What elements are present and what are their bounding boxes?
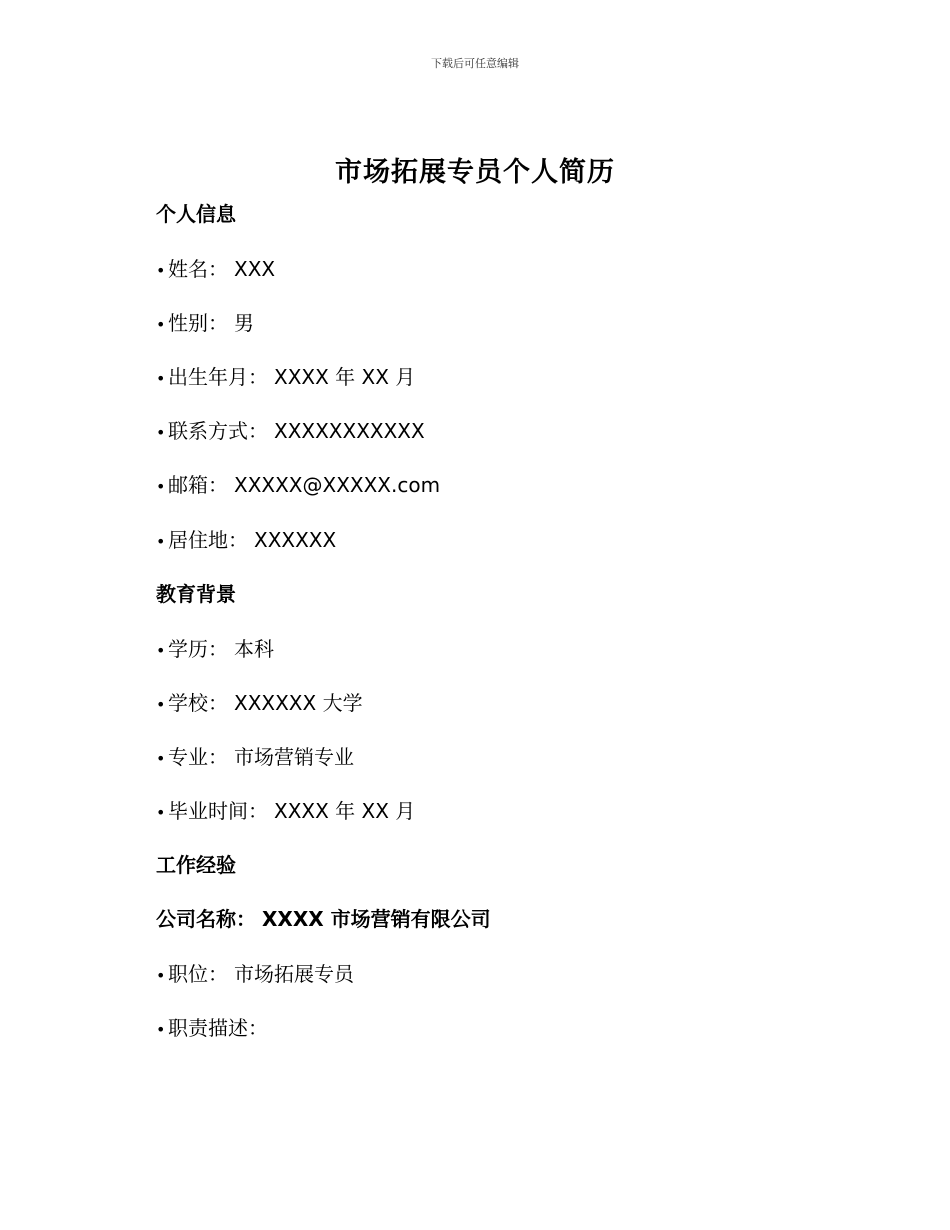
personal-item-gender: • 性别： 男 xyxy=(156,311,254,335)
personal-item-contact: • 联系方式： XXXXXXXXXXX xyxy=(156,419,425,443)
bullet-icon: • xyxy=(156,641,166,660)
company-name: 公司名称： XXXX 市场营销有限公司 xyxy=(156,907,491,931)
bullet-icon: • xyxy=(156,369,166,388)
work-item-position: • 职位： 市场拓展专员 xyxy=(156,962,354,986)
bullet-icon: • xyxy=(156,261,166,280)
bullet-icon: • xyxy=(156,477,166,496)
bullet-icon: • xyxy=(156,695,166,714)
bullet-icon: • xyxy=(156,803,166,822)
personal-item-residence: • 居住地： XXXXXX xyxy=(156,528,337,552)
bullet-icon: • xyxy=(156,315,166,334)
personal-item-birth: • 出生年月： XXXX 年 XX 月 xyxy=(156,365,416,389)
page-header-note: 下载后可任意编辑 xyxy=(431,57,519,70)
section-heading-work: 工作经验 xyxy=(156,853,236,877)
section-heading-personal: 个人信息 xyxy=(156,202,236,226)
personal-item-email: • 邮箱： XXXXX@XXXXX.com xyxy=(156,473,441,497)
education-item-degree: • 学历： 本科 xyxy=(156,637,274,661)
personal-item-name: • 姓名： XXX xyxy=(156,257,276,281)
bullet-icon: • xyxy=(156,749,166,768)
bullet-icon: • xyxy=(156,966,166,985)
education-item-major: • 专业： 市场营销专业 xyxy=(156,745,354,769)
education-item-school: • 学校： XXXXXX 大学 xyxy=(156,691,363,715)
education-item-graduation: • 毕业时间： XXXX 年 XX 月 xyxy=(156,799,416,823)
bullet-icon: • xyxy=(156,423,166,442)
resume-title: 市场拓展专员个人简历 xyxy=(335,157,615,188)
section-heading-education: 教育背景 xyxy=(156,582,236,606)
bullet-icon: • xyxy=(156,1020,166,1039)
work-item-duties: • 职责描述： xyxy=(156,1016,268,1040)
bullet-icon: • xyxy=(156,532,166,551)
